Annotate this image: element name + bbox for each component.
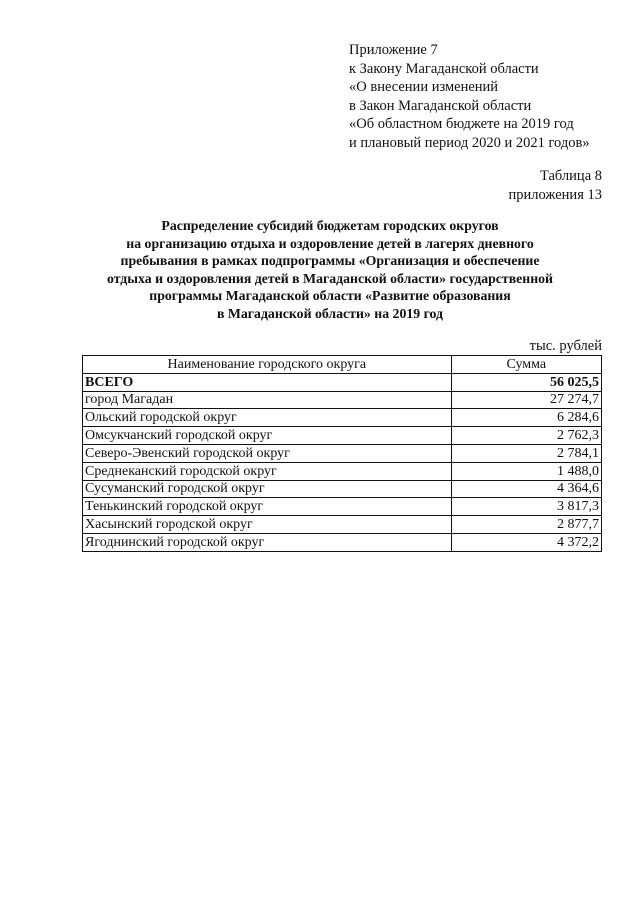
cell-name: город Магадан	[83, 391, 452, 409]
title-line: программы Магаданской области «Развитие образования	[149, 288, 511, 304]
table-reference	[509, 167, 602, 204]
cell-sum: 6 284,6	[451, 409, 601, 427]
title-line: отдыха и оздоровления детей в Магаданской области» государственной	[106, 270, 554, 286]
cell-name: Среднеканский городской округ	[83, 462, 452, 480]
title-line: на организацию отдыха и оздоровление детей в лагерях дневного	[126, 235, 534, 251]
appendix-line: к Закону Магаданской области	[349, 60, 539, 77]
document-title	[70, 217, 590, 323]
table-row	[83, 480, 602, 498]
column-header-name: Наименование городского округа	[83, 356, 452, 374]
table-row-total	[83, 373, 602, 391]
table-row	[83, 427, 602, 445]
cell-name: Тенькинский городской округ	[83, 498, 452, 516]
cell-sum: 4 364,6	[451, 480, 601, 498]
table-header-row	[83, 356, 602, 374]
table-ref-line: приложения 13	[508, 186, 602, 203]
table-row	[83, 444, 602, 462]
appendix-line: «Об областном бюджете на 2019 год	[349, 116, 574, 133]
subsidy-table	[82, 355, 602, 552]
cell-name: Сусуманский городской округ	[83, 480, 452, 498]
cell-name: ВСЕГО	[83, 373, 452, 391]
title-line: в Магаданской области» на 2019 год	[216, 305, 444, 321]
cell-name: Хасынский городской округ	[83, 516, 452, 534]
table-row	[83, 409, 602, 427]
cell-name: Ягоднинский городской округ	[83, 533, 452, 551]
cell-name: Северо-Эвенский городской округ	[83, 444, 452, 462]
table-row	[83, 391, 602, 409]
cell-sum: 1 488,0	[451, 462, 601, 480]
cell-sum: 4 372,2	[451, 533, 601, 551]
cell-sum: 2 762,3	[451, 427, 601, 445]
cell-sum: 2 877,7	[451, 516, 601, 534]
table-row	[83, 498, 602, 516]
cell-sum: 27 274,7	[451, 391, 601, 409]
cell-sum: 56 025,5	[451, 373, 601, 391]
table-ref-line: Таблица 8	[539, 168, 602, 184]
cell-sum: 3 817,3	[451, 498, 601, 516]
appendix-heading	[349, 41, 590, 153]
title-line: пребывания в рамках подпрограммы «Организация и обеспечение	[120, 253, 540, 269]
units-label: тыс. рублей	[529, 338, 602, 354]
column-header-sum: Сумма	[451, 356, 601, 374]
appendix-line: в Закон Магаданской области	[349, 97, 532, 114]
appendix-line: и плановый период 2020 и 2021 годов»	[349, 134, 590, 151]
cell-sum: 2 784,1	[451, 444, 601, 462]
table-row	[83, 516, 602, 534]
table-row	[83, 462, 602, 480]
table-row	[83, 533, 602, 551]
cell-name: Ольский городской округ	[83, 409, 452, 427]
appendix-line: «О внесении изменений	[349, 79, 499, 96]
cell-name: Омсукчанский городской округ	[83, 427, 452, 445]
title-line: Распределение субсидий бюджетам городских округов	[161, 218, 499, 233]
appendix-line: Приложение 7	[349, 42, 438, 58]
